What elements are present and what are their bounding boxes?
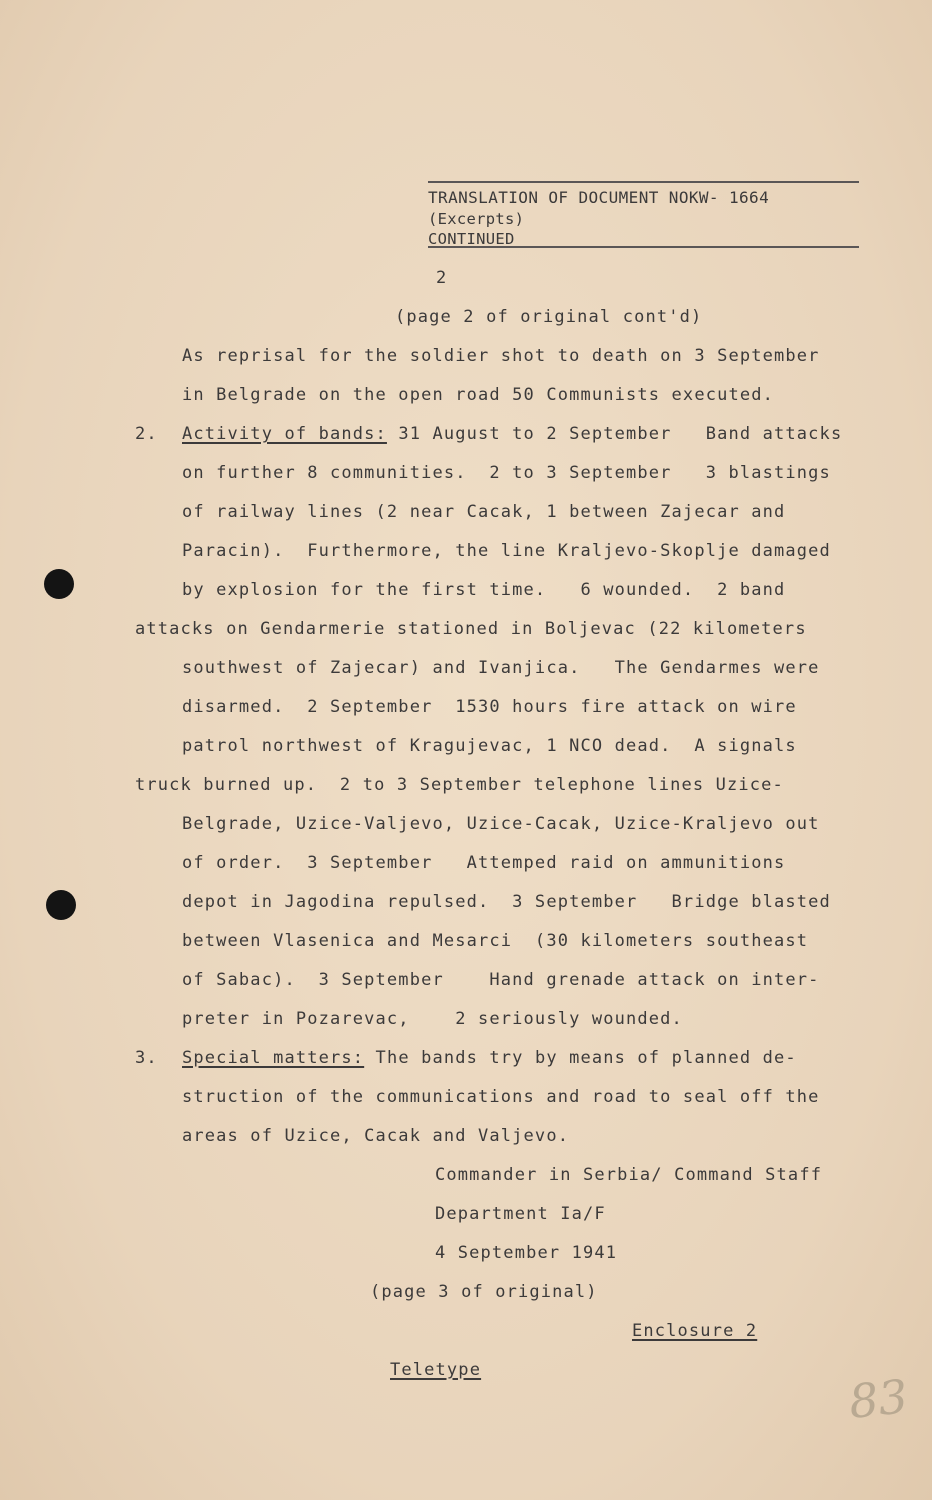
signature-date: 4 September 1941: [435, 1243, 618, 1263]
document-subtitle: (Excerpts): [428, 210, 525, 228]
body-line: As reprisal for the soldier shot to death on 3 September: [182, 346, 820, 366]
document-title: TRANSLATION OF DOCUMENT NOKW- 1664: [428, 188, 770, 207]
item-number: 3.: [135, 1048, 158, 1068]
item-heading-line: [182, 423, 842, 445]
page3-note: (page 3 of original): [370, 1282, 598, 1302]
body-line: by explosion for the first time. 6 wounded. 2 band: [182, 580, 786, 600]
body-line: of Sabac). 3 September Hand grenade attack on inter-: [182, 970, 820, 990]
body-line: Paracin). Furthermore, the line Kraljevo-Skoplje damaged: [182, 541, 831, 561]
item-number: 2.: [135, 424, 158, 444]
body-line-text: 31 August to 2 September Band attacks: [386, 424, 843, 444]
header-rule-bottom: [428, 246, 859, 248]
body-line: attacks on Gendarmerie stationed in Boljevac (22 kilometers: [135, 619, 807, 639]
item-heading: Activity of bands:: [182, 424, 387, 444]
header-rule-top: [428, 181, 859, 183]
teletype-heading: Teletype: [390, 1360, 482, 1380]
enclosure-label: Enclosure 2: [632, 1321, 758, 1341]
body-line: patrol northwest of Kragujevac, 1 NCO dead. A signals: [182, 736, 797, 756]
signature-department: Department Ia/F: [435, 1204, 606, 1224]
body-line: in Belgrade on the open road 50 Communists executed.: [182, 385, 775, 405]
body-line: between Vlasenica and Mesarci (30 kilometers southeast: [182, 931, 809, 951]
handwritten-folio-number: 83: [846, 1369, 911, 1429]
item-heading: Special matters:: [182, 1048, 365, 1068]
body-line: truck burned up. 2 to 3 September telephone lines Uzice-: [135, 775, 784, 795]
body-line: disarmed. 2 September 1530 hours fire attack on wire: [182, 697, 797, 717]
page-number: 2: [436, 268, 448, 288]
page-note: (page 2 of original cont'd): [395, 307, 703, 327]
body-line: of railway lines (2 near Cacak, 1 between Zajecar and: [182, 502, 786, 522]
body-line: depot in Jagodina repulsed. 3 September Bridge blasted: [182, 892, 831, 912]
punch-hole-bottom: [46, 890, 76, 920]
continued-label: CONTINUED: [428, 230, 515, 248]
signature-line: Commander in Serbia/ Command Staff: [435, 1165, 823, 1185]
body-line: preter in Pozarevac, 2 seriously wounded.: [182, 1009, 683, 1029]
body-line: areas of Uzice, Cacak and Valjevo.: [182, 1126, 570, 1146]
body-line: southwest of Zajecar) and Ivanjica. The Gendarmes were: [182, 658, 820, 678]
item-heading-line: [182, 1047, 797, 1069]
punch-hole-top: [44, 569, 74, 599]
body-line: struction of the communications and road to seal off the: [182, 1087, 820, 1107]
body-line: Belgrade, Uzice-Valjevo, Uzice-Cacak, Uzice-Kraljevo out: [182, 814, 820, 834]
body-line: of order. 3 September Attemped raid on ammunitions: [182, 853, 786, 873]
body-line-text: The bands try by means of planned de-: [364, 1048, 797, 1068]
body-line: on further 8 communities. 2 to 3 September 3 blastings: [182, 463, 831, 483]
